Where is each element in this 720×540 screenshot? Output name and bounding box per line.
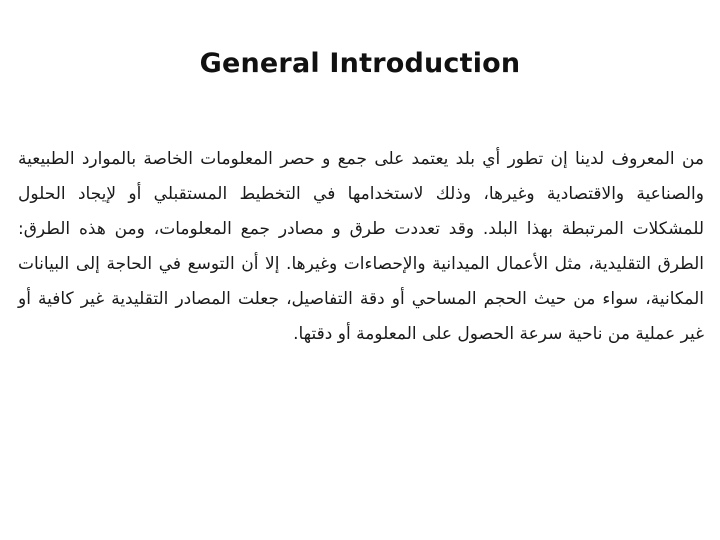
slide-body-text: من المعروف لدينا إن تطور أي بلد يعتمد على جمع و حصر المعلومات الخاصة بالموارد الطبيعية والصناعية والاقتصادية وغيرها، وذلك لاستخدامها في التخطيط المستقبلي أو لإيجاد الحلول للمشكلات المرتبطة بهذا البلد. وقد تعددت طرق و مصادر جمع المعلومات، ومن هذه الطرق: الطرق التقليدية، مثل الأعمال الميدانية والإحصاءات وغيرها. إلا أن التوسع في الحاجة إلى البيانات المكانية، سواء من حيث الحجم المساحي أو دقة التفاصيل، جعلت المصادر التقليدية غير كافية أو غير عملية من ناحية سرعة الحصول على المعلومة أو دقتها.: [18, 149, 704, 344]
slide-title: General Introduction: [199, 48, 521, 79]
